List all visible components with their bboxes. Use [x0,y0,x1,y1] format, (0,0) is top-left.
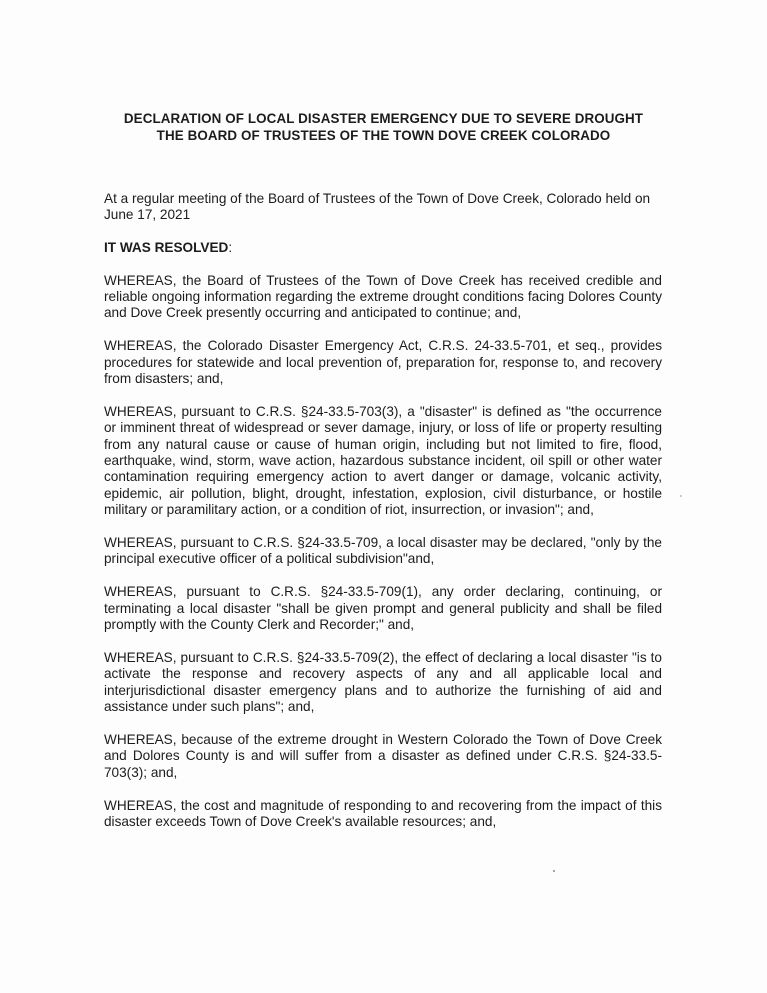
resolved-heading-colon: : [228,240,233,256]
whereas-paragraph-1: WHEREAS, the Board of Trustees of the Town of Dove Creek has received credible and reliable ongoing information regarding the extreme drought conditions facing Dolores County and Dove Creek presently occurring and anticipated to continue; and, [104,272,662,321]
resolved-heading [104,240,662,256]
whereas-paragraph-6: WHEREAS, pursuant to C.R.S. §24-33.5-709(2), the effect of declaring a local disaster "is to activate the response and recovery aspects of any and all applicable local and interjurisdictional disaster emergency plans and to authorize the furnishing of aid and assistance under such plans"; and, [104,649,662,715]
document-title [60,110,707,144]
whereas-paragraph-2: WHEREAS, the Colorado Disaster Emergency Act, C.R.S. 24-33.5-701, et seq., provides procedures for statewide and local prevention of, preparation for, response to, and recovery from disasters; and, [104,338,662,387]
title-line-1: DECLARATION OF LOCAL DISASTER EMERGENCY DUE TO SEVERE DROUGHT [123,111,644,126]
scan-speck [553,870,555,872]
whereas-paragraph-3: WHEREAS, pursuant to C.R.S. §24-33.5-703(3), a "disaster" is defined as "the occurrence or imminent threat of widespread or sever damage, injury, or loss of life or property resulting from any natural cause or cause of human origin, including but not limited to fire, flood, earthquake, wind, storm, wave action, hazardous substance incident, oil spill or other water contamination requiring emergency action to avert danger or damage, volcanic activity, epidemic, air pollution, blight, drought, infestation, explosion, civil disturbance, or hostile military or paramilitary action, or a condition of riot, insurrection, or invasion"; and, [104,403,662,518]
resolved-heading-text: IT WAS RESOLVED [104,240,229,256]
whereas-paragraph-5: WHEREAS, pursuant to C.R.S. §24-33.5-709(1), any order declaring, continuing, or terminating a local disaster "shall be given prompt and general publicity and shall be filed promptly with the County Clerk and Recorder;" and, [104,584,662,633]
scan-speck [680,495,682,497]
whereas-paragraph-4: WHEREAS, pursuant to C.R.S. §24-33.5-709, a local disaster may be declared, "only by the principal executive officer of a political subdivision"and, [104,535,662,567]
intro-paragraph: At a regular meeting of the Board of Trustees of the Town of Dove Creek, Colorado held on June 17, 2021 [104,191,651,223]
document-body [104,191,662,847]
whereas-paragraph-7: WHEREAS, because of the extreme drought in Western Colorado the Town of Dove Creek and Dolores County is and will suffer from a disaster as defined under C.R.S. §24-33.5-703(3); and, [104,731,662,780]
whereas-paragraph-8: WHEREAS, the cost and magnitude of responding to and recovering from the impact of this disaster exceeds Town of Dove Creek's available resources; and, [104,797,662,829]
title-line-2: THE BOARD OF TRUSTEES OF THE TOWN DOVE CREEK COLORADO [156,128,611,143]
